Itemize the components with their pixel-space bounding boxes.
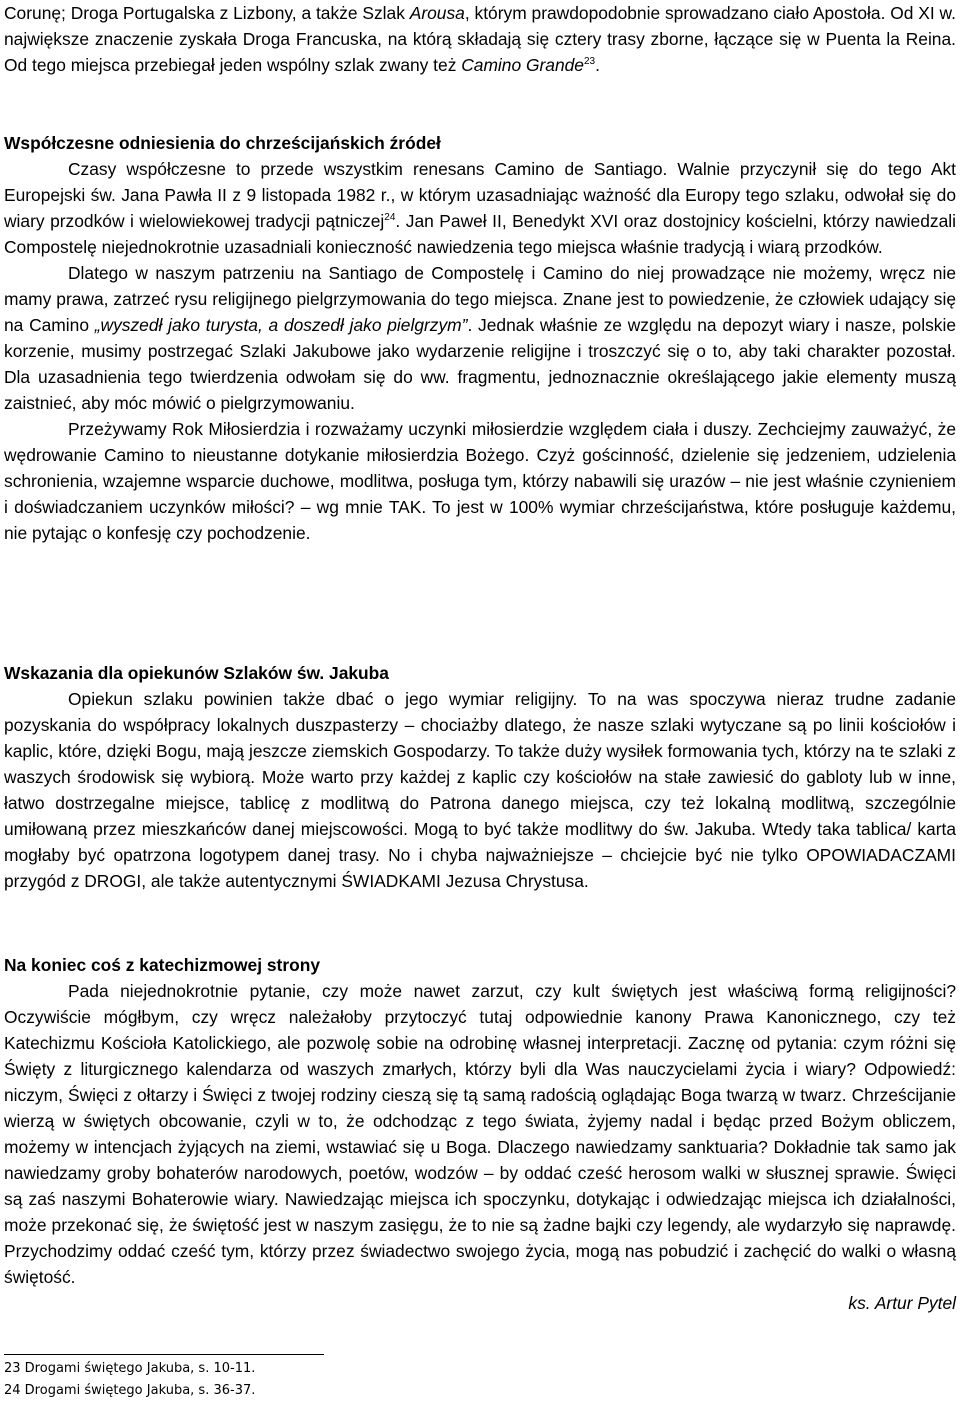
section-guidelines — [4, 660, 956, 894]
intro-paragraph-block — [4, 0, 956, 78]
section-heading-catechism: Na koniec coś z katechizmowej strony — [4, 955, 321, 975]
intro-text-1: Corunę; Droga Portugalska z Lizbony, a także Szlak — [4, 3, 410, 23]
modern-p2-text-b: . Jednak właśnie ze względu na depozyt wiary i nasze, polskie korzenie, musimy postrzegać Szlaki Jakubowe jako wydarzenie religijne i troszczyć się o to, aby taki charakter pozostał. Dla uzasadnienia tego twierdzenia odwołam się do ww. fragmentu, jednoznacznie określającego jakie elementy muszą zaistnieć, aby móc mówić o pielgrzymowaniu. — [4, 315, 956, 413]
section-heading-modern: Współczesne odniesienia do chrześcijańskich źródeł — [4, 133, 441, 153]
intro-text-3: . — [595, 55, 600, 75]
modern-p2-text-a: Dlatego w naszym patrzeniu na Santiago de Compostelę i Camino do niej prowadzące nie możemy, wręcz nie mamy prawa, zatrzeć rysu religijnego pielgrzymowania do tego miejsca. Znane jest to powiedzenie, że człowiek udający się na Camino — [4, 263, 956, 335]
section-catechism — [4, 952, 956, 1316]
footnote-ref-23[interactable]: 23 — [583, 56, 596, 68]
section-heading-guidelines: Wskazania dla opiekunów Szlaków św. Jakuba — [4, 663, 389, 683]
intro-paragraph — [4, 0, 956, 78]
intro-italic-camino-grande: Camino Grande — [461, 55, 584, 75]
footnote-separator — [4, 1354, 324, 1355]
modern-p1-text-a: Czasy współczesne to przede wszystkim renesans Camino de Santiago. Walnie przyczynił się do tego Akt Europejski św. Jana Pawła II z 9 listopada 1982 r., w którym uzasadniając ważność dla Europy tego szlaku, odwołał się do wiary przodków i wielowiekowej tradycji pątniczej — [4, 159, 956, 231]
footnote-ref-24[interactable]: 24 — [384, 212, 396, 224]
footnote-24: 24 Drogami świętego Jakuba, s. 36-37. — [4, 1383, 256, 1398]
modern-paragraph-2 — [4, 260, 956, 416]
modern-paragraph-3: Przeżywamy Rok Miłosierdzia i rozważamy uczynki miłosierdzie względem ciała i duszy. Zechciejmy zauważyć, że wędrowanie Camino to nieustanne dotykanie miłosierdzia Bożego. Czyż gościnność, dzielenie się jedzeniem, udzielenia schronienia, wzajemne wsparcie duchowe, modlitwa, posługa tym, którzy nabawili się urazów – nie jest właśnie czynieniem i doświadczaniem uczynków miłości? – wg mnie TAK. To jest w 100% wymiar chrześcijaństwa, które posługuje każdemu, nie pytając o konfesję czy pochodzenie. — [4, 419, 956, 543]
section-modern-references — [4, 130, 956, 546]
intro-italic-arousa: Arousa — [409, 3, 465, 23]
footnotes — [4, 1358, 255, 1402]
guidelines-paragraph: Opiekun szlaku powinien także dbać o jego wymiar religijny. To na was spoczywa nieraz trudne zadanie pozyskania do współpracy lokalnych duszpasterzy – chociażby dlatego, że nasze szlaki wytyczane są po linii kościołów i kaplic, które, dzięki Bogu, mają jeszcze ziemskich Gospodarzy. To także duży wysiłek formowania tych, którzy na te szlaki z waszych środowisk się wybiorą. Może warto przy każdej z kaplic czy kościołów na stałe zawiesić do gabloty lub w inne, łatwo dostrzegalne miejsce, tablicę z modlitwą do Patrona danego miejsca, czy też lokalną modlitwą, szczególnie umiłowaną przez mieszkańców danej miejscowości. Mogą to być także modlitwy do św. Jakuba. Wtedy taka tablica/ karta mogłaby być opatrzona logotypem danej trasy. No i chyba najważniejsze – chciejcie być nie tylko OPOWIADACZAMI przygód z DROGI, ale także autentycznymi ŚWIADKAMI Jezusa Chrystusa. — [4, 689, 956, 891]
modern-paragraph-1 — [4, 156, 956, 260]
modern-p1-text-b: . Jan Paweł II, Benedykt XVI oraz dostojnicy kościelni, którzy nawiedzali Compostelę niejednokrotnie uzasadniali konieczność nawiedzenia tego miejsca właśnie tradycją i wiarą przodków. — [4, 211, 956, 257]
intro-text-2: , którym prawdopodobnie sprowadzano ciało Apostoła. Od XI w. największe znaczenie zyskała Droga Francuska, na którą składają się cztery trasy zborne, łączące się w Puenta la Reina. Od tego miejsca przebiegał jeden wspólny szlak zwany też — [4, 3, 956, 75]
pilgrim-quote: „wyszedł jako turysta, a doszedł jako pielgrzym” — [94, 315, 468, 335]
footnote-23: 23 Drogami świętego Jakuba, s. 10-11. — [4, 1361, 256, 1376]
author-signature: ks. Artur Pytel — [848, 1293, 956, 1313]
catechism-paragraph: Pada niejednokrotnie pytanie, czy może nawet zarzut, czy kult świętych jest właściwą formą religijności? Oczywiście mógłbym, czy wręcz należałoby przytoczyć tutaj odpowiednie kanony Prawa Kanonicznego, czy też Katechizmu Kościoła Katolickiego, ale pozwolę sobie na odrobinę własnej interpretacji. Zacznę od pytania: czym różni się Święty z liturgicznego kalendarza od waszych zmarłych, którzy byli dla Was nauczycielami życia i wiary? Odpowiedź: niczym, Święci z ołtarzy i Święci z twojej rodziny cieszą się tą samą radością oglądając Boga twarzą w twarz. Chrześcijanie wierzą w świętych obcowanie, czyli w to, że odchodząc z tego świata, żyjemy nadal i będąc przed Bożym obliczem, możemy w intencjach żyjących na ziemi, wstawiać się u Boga. Dlaczego nawiedzamy sanktuaria? Dokładnie tak samo jak nawiedzamy groby bohaterów narodowych, poetów, wodzów – by oddać cześć herosom walki w słusznej sprawie. Święci są zaś naszymi Bohaterowie wiary. Nawiedzając miejsca ich spoczynku, dotykając i odwiedzając miejsca ich działalności, może przekonać się, że świętość jest w naszym zasięgu, że to nie są żadne bajki czy legendy, ale wydarzyło się naprawdę. Przychodzimy oddać cześć tym, którzy przez świadectwo swojego życia, mogą nas pobudzić i zachęcić do walki o własną świętość. — [4, 981, 956, 1287]
